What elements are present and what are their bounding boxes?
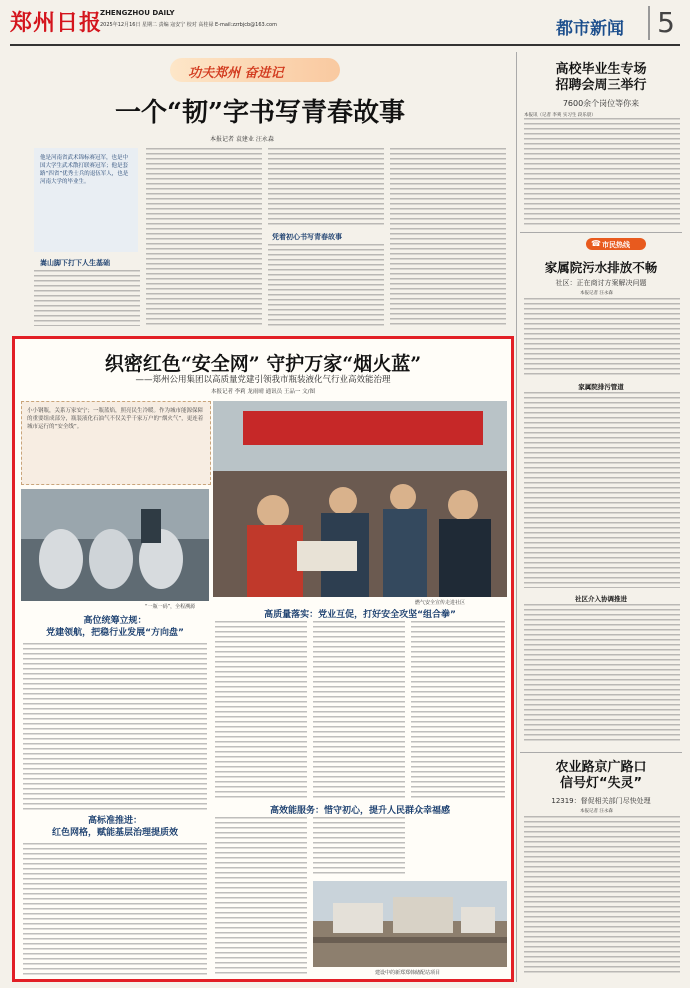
story1-subtitle: 7600余个岗位等你来 [562, 99, 640, 108]
story2-head-2: 社区介入协调推进 [575, 595, 627, 603]
feature-story [10, 52, 510, 332]
page-number: 5 [648, 6, 682, 40]
feature-subhead-2: 凭着初心书写青春故事 [272, 233, 342, 241]
hotline-tag-text: 市民热线 [602, 241, 630, 249]
feature-banner-text: 功夫郑州 奋进记 [188, 66, 284, 81]
feature-intro-box [34, 148, 138, 252]
story1-title: 高校毕业生专场 招聘会周三举行 [555, 62, 647, 93]
date-line: 2025年12月16日 星期二 责编 寇安宁 校对 高桂禄 E-mail:zzrbjcb@163.com [100, 22, 277, 28]
photo3-caption: 建设中的新郑郑韩储配站项目 [375, 970, 441, 976]
photo-cylinder-scan-art [21, 489, 209, 601]
masthead-rule [10, 44, 680, 46]
right-column [520, 52, 682, 982]
story3-subtitle: 12319：督促相关部门尽快处理 [551, 797, 651, 805]
section2-head: 高标准推进： 红色网格，赋能基层治理提质效 [51, 816, 178, 838]
section3-head: 高质量落实：党业互促，打好安全攻坚“组合拳” [264, 610, 456, 620]
photo1-caption: 燃气安全宣传走进社区 [415, 600, 466, 606]
hotline-tag [586, 238, 646, 250]
story2-subtitle: 社区：正在商讨方案解决问题 [555, 279, 647, 287]
main-byline: 本报记者 李莉 龙雨晴 通讯员 王品一 文/图 [210, 389, 316, 395]
story2-title: 家属院污水排放不畅 [544, 260, 658, 275]
section-name: 都市新闻 [556, 19, 624, 39]
photo-community-event [213, 401, 507, 597]
feature-byline: 本报记者 袁建业 汪永森 [210, 136, 274, 143]
story3-byline: 本报记者 汪永森 [580, 809, 613, 814]
masthead [0, 0, 690, 50]
story2-byline: 本报记者 汪永森 [580, 291, 613, 296]
section1-head: 高位统筹立规： 党建领航，把稳行业发展“方向盘” [46, 616, 184, 638]
photo-community-event-art [213, 401, 507, 597]
lead-box [21, 401, 211, 485]
feature-title: 一个“韧”字书写青春故事 [115, 98, 405, 128]
feature-banner [170, 58, 340, 82]
story3-title: 农业路京广路口 信号灯“失灵” [555, 760, 647, 791]
photo2-caption: “一瓶一码”，全程溯源 [145, 604, 196, 610]
photo-storage-station [313, 881, 507, 967]
photo-cylinder-scan [21, 489, 209, 601]
story2-head-1: 家属院排污管道 [578, 383, 624, 391]
story1-byline: 本报讯（记者 李爽 实习生 段乐晨） [524, 113, 596, 118]
feature-intro: 他是河南省武术锦标赛冠军，也是中国大学生武术散打联赛冠军；他是套路“四省”优秀士兵的退伍军人，也是河南大学的毕业生。 [40, 155, 129, 185]
section4-head: 高效能服务：惜守初心，提升人民群众幸福感 [269, 806, 450, 816]
phone-icon: ☎ [591, 239, 601, 248]
newspaper-logo: 郑州日报 [10, 10, 103, 36]
main-subtitle: ——郑州公用集团以高质量党建引领我市瓶装液化气行业高效能治理 [135, 375, 391, 385]
photo-storage-station-art [313, 881, 507, 967]
feature-subhead-1: 嵩山脚下打下人生基础 [40, 259, 110, 267]
lead-text: 小小钢瓶，关系万家安宁；一瓶蓝焰，照亮民生冷暖。作为城市能源保障的重要组成部分，瓶装液化石油气不仅关乎千家万户的“烟火气”，更连着城市运行的“安全线”。 [27, 408, 204, 430]
main-title: 织密红色“安全网” 守护万家“烟火蓝” [104, 353, 422, 375]
newspaper-pinyin: ZHENGZHOU DAILY [100, 9, 175, 17]
main-story [12, 336, 514, 982]
